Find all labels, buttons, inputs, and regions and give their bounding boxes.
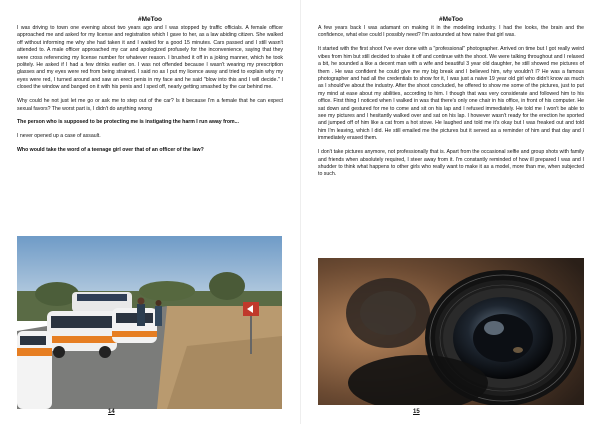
camera-lenses-photo <box>318 258 584 405</box>
left-bold-statement: The person who is supposed to be protecting me is instigating the harm I run away from... <box>17 119 239 126</box>
right-paragraph-3: I don't take pictures anymore, not professionally that is. Apart from the occasional selfie and group shots with family and friends when absolutely required, I steer away from it. I'm constantly reminded of how ill prepared I was and I shudder to think what happens to other girls who really want to make it as a model, more than me, when subjected to such. <box>318 149 584 178</box>
left-closing-line: I never opened up a case of assault. <box>17 133 101 140</box>
left-page-hashtag: #MeToo <box>137 16 163 23</box>
right-paragraph-2: It started with the first shoot I've ever done with a "professional" photographer. Arrived on time but I got really weird vibes from him but still decided to shake it off and continue with the shoot. We were talking throughout and I relaxed a bit, he sounded a like a decent man with a wife and beautiful 3 year old daughter, he still showed me pictures of them . He was confident he could give me my big break and I believed him, why wouldn't I? He was a famous photographer and had all the credentials to show for it, I was just a naive 19 year old girl who didn't know as much as I should've about the industry. After the shoot concluded, he offered to show me some of the pictures, just to put my mind at ease about my abilities, according to him. I though that was very considerate and followed him to his office. First thing I noticed when I walked in was that there's only one chair in his office, in front of his computer. He sat down and gestured for me to come and sit on his lap and I refused immediately. He told me I won't be able to see my pictures and I hesitantly walked over and sat on his lap. I however wasn't ready for the erection he sported and jumped off of him like a cat from a hot stove. He laughed and told me it's okay but I was freaked out and told him I'm leaving, which I did. He still emailed me the pictures but it served as a reminder of him and that day and I immediately erased them. <box>318 46 584 142</box>
left-bold-question: Who would take the word of a teenage girl over that of an officer of the law? <box>17 147 204 154</box>
right-paragraph-1: A few years back I was adamant on making it in the modeling industry. I had the looks, the brain and the confidence, what else could I possibly need? I'm astounded at how naive that girl was. <box>318 25 584 39</box>
left-paragraph-2: Why could he not just let me go or ask me to step out of the car? Is it because I'm a female that he can expect sexual favors? The worst part is, I didn't do anything wrong <box>17 98 283 112</box>
right-page-hashtag: #MeToo <box>438 16 464 23</box>
left-page-number: 14 <box>108 409 115 415</box>
traffic-officers-photo <box>17 236 282 409</box>
right-page-number: 15 <box>413 409 420 415</box>
left-paragraph-1: I was driving to town one evening about two years ago and I was stopped by traffic officials. A female officer approached me and asked for my license and registration which I gave to her, as a law abiding citizen. She walked off without informing me why she had taken it and I waited for a good 15 minutes. Cars passed and I still wasn't attended to. A male officer approached my car and apologized profusely for the inconvenience, saying that they were cross referencing my license number for whatever reason. I brushed it off in a joking manner, which he took politely. He asked if I had a few drinks earlier on. I was not offended because I wasn't wearing my prescription glasses and my eyes were red from being strained. I said no as I put my licence away and tried to explain why my eyes were red, I turned around and saw an erect penis in my face and he said "blow into this and I will decide." I closed the window and banged on it with his penis and I sped off, nearly getting smashed by the car behind me. <box>17 25 283 91</box>
